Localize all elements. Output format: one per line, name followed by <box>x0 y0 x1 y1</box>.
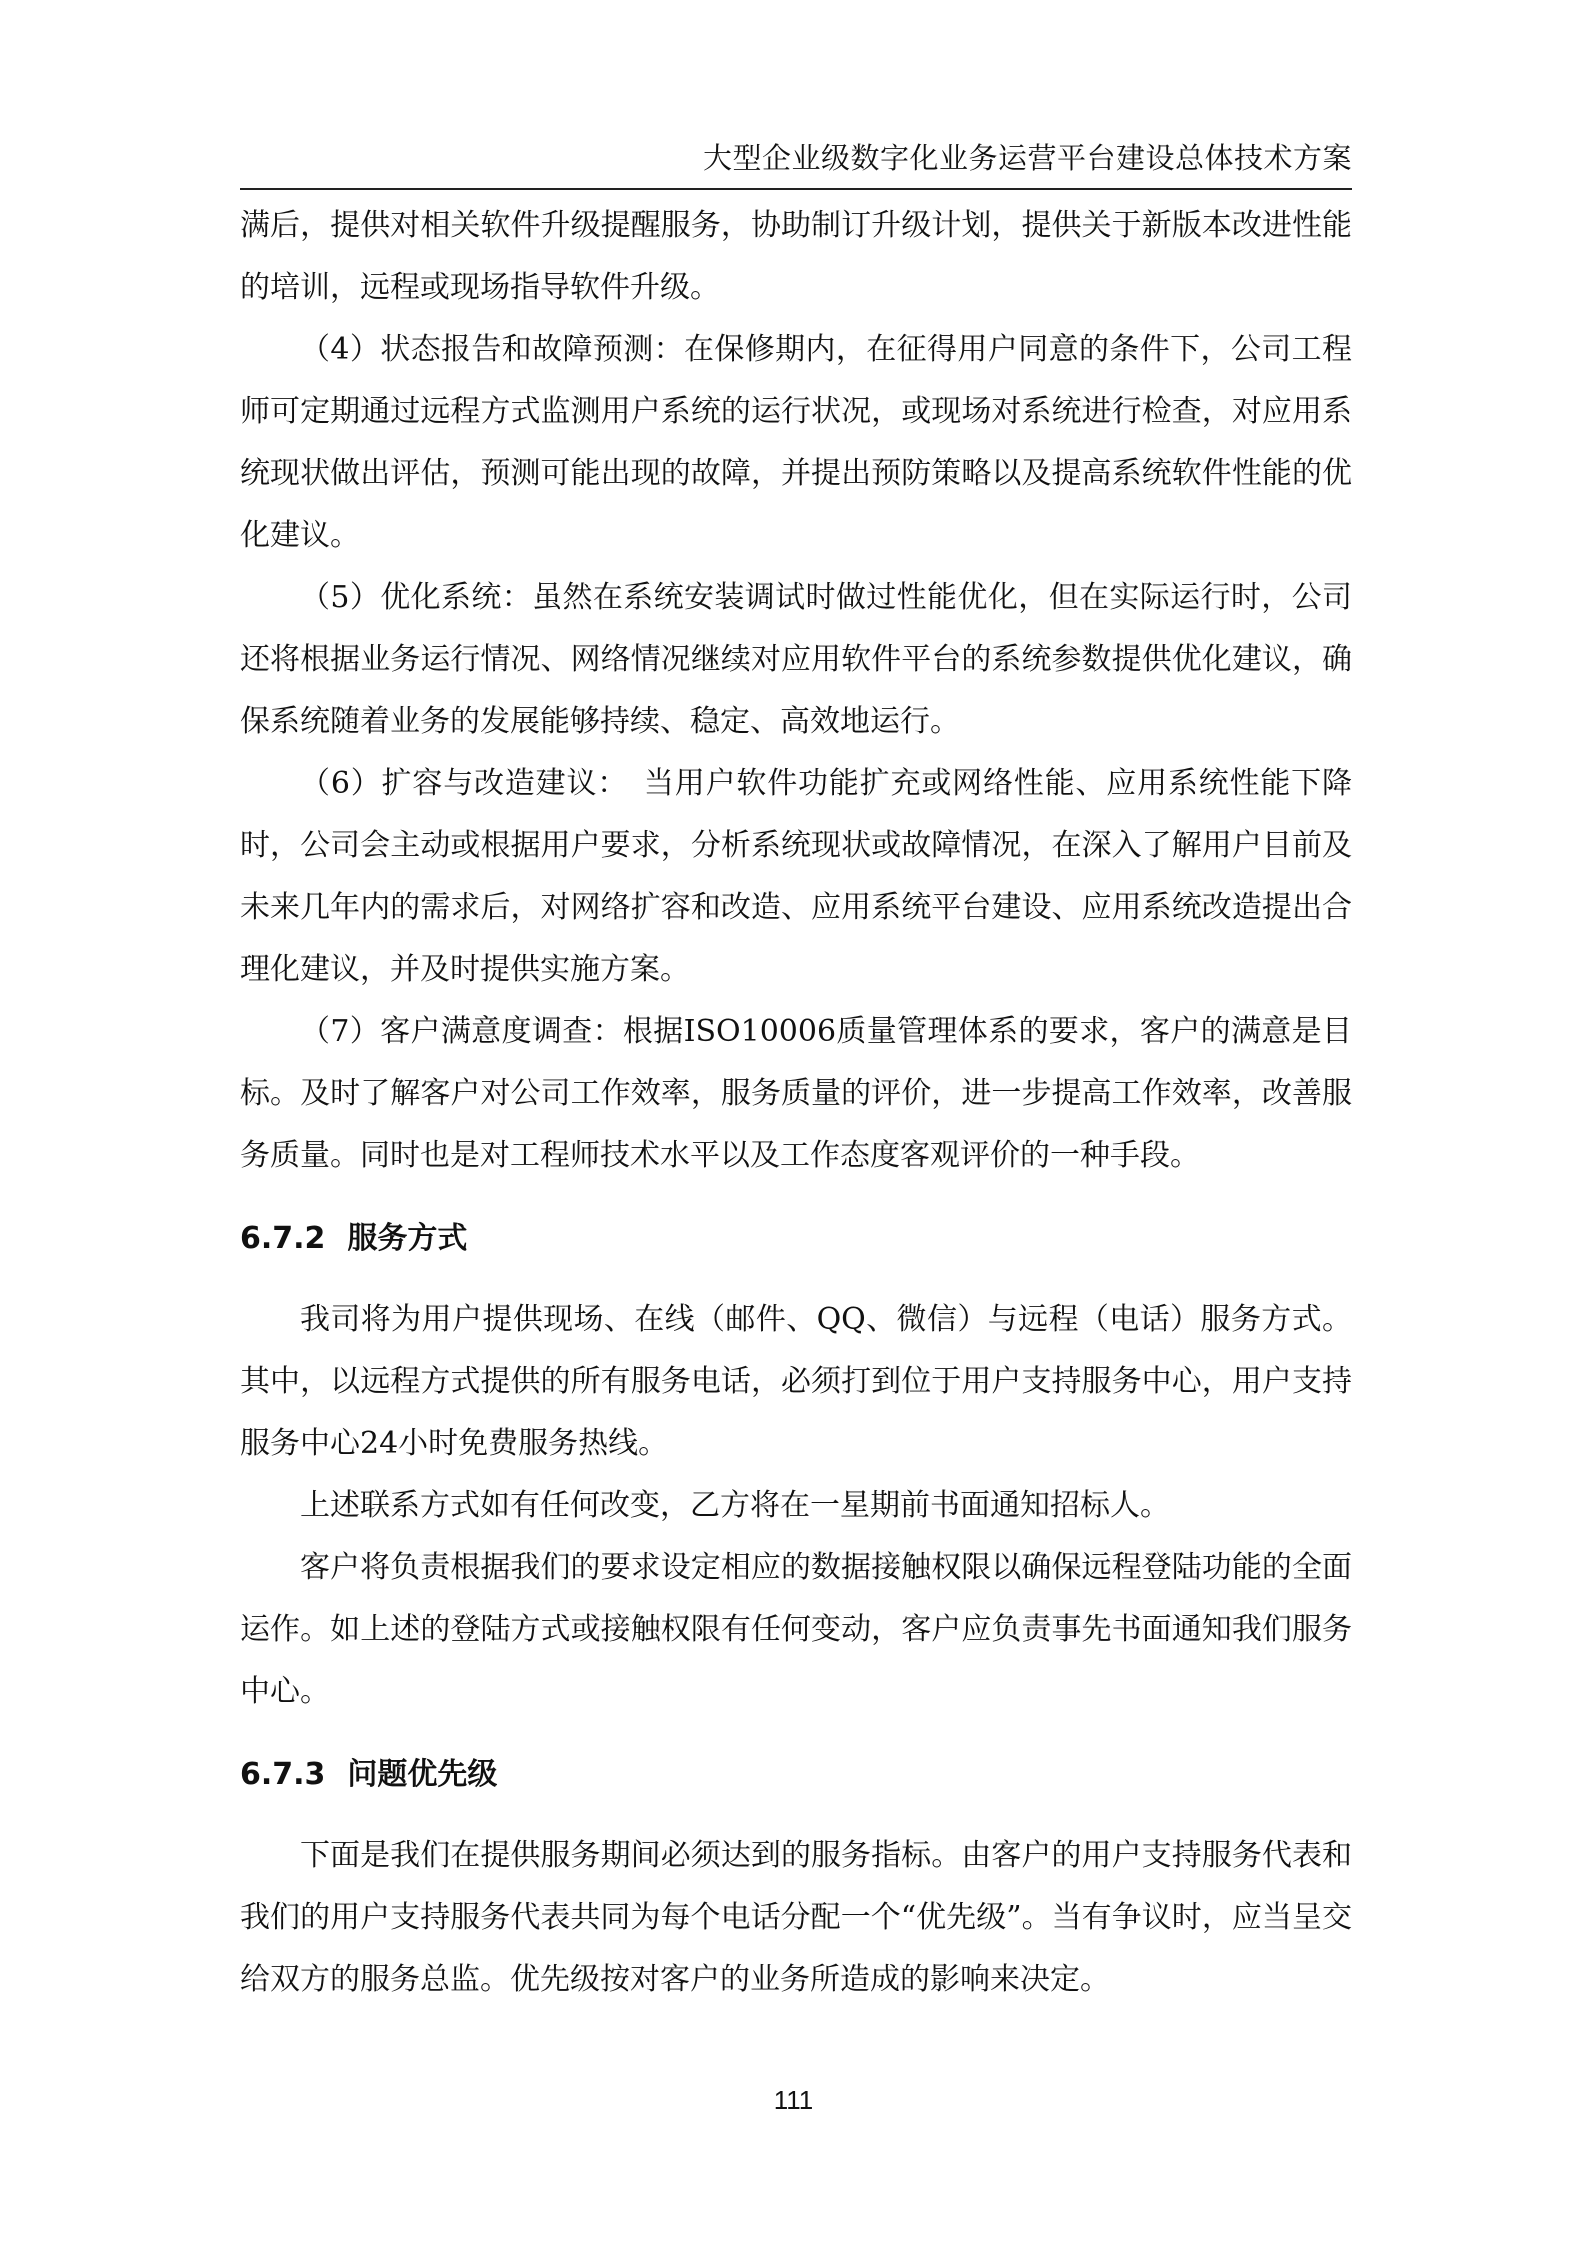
page-body <box>240 195 1352 2011</box>
section-number: 6.7.3 <box>240 1757 326 1792</box>
section-title: 服务方式 <box>347 1221 468 1256</box>
section-number: 6.7.2 <box>240 1221 326 1256</box>
paragraph-contact-change: 上述联系方式如有任何改变，乙方将在一星期前书面通知招标人。 <box>300 1488 1170 1523</box>
paragraph-optimize-system: （5）优化系统：虽然在系统安装调试时做过性能优化，但在实际运行时，公司还将根据业务运行情况、网络情况继续对应用软件平台的系统参数提供优化建议，确保系统随着业务的发展能够持续、稳定、高效地运行。 <box>240 580 1352 739</box>
section-heading-priority <box>240 1745 1352 1805</box>
section-title: 问题优先级 <box>347 1757 498 1792</box>
paragraph-access-permission: 客户将负责根据我们的要求设定相应的数据接触权限以确保远程登陆功能的全面运作。如上述的登陆方式或接触权限有任何变动，客户应负责事先书面通知我们服务中心。 <box>240 1550 1352 1709</box>
section-heading-service-mode <box>240 1209 1352 1269</box>
page-number: 111 <box>773 2085 814 2115</box>
header-title: 大型企业级数字化业务运营平台建设总体技术方案 <box>702 141 1352 175</box>
paragraph-priority: 下面是我们在提供服务期间必须达到的服务指标。由客户的用户支持服务代表和我们的用户支持服务代表共同为每个电话分配一个“优先级”。当有争议时，应当呈交给双方的服务总监。优先级按对客户的业务所造成的影响来决定。 <box>240 1838 1352 1997</box>
paragraph-expansion-advice: （6）扩容与改造建议： 当用户软件功能扩充或网络性能、应用系统性能下降时，公司会主动或根据用户要求，分析系统现状或故障情况，在深入了解用户目前及未来几年内的需求后，对网络扩容和改造、应用系统平台建设、应用系统改造提出合理化建议，并及时提供实施方案。 <box>240 766 1352 987</box>
header-rule <box>240 188 1352 190</box>
paragraph-service-mode: 我司将为用户提供现场、在线（邮件、QQ、微信）与远程（电话）服务方式。其中，以远程方式提供的所有服务电话，必须打到位于用户支持服务中心，用户支持服务中心24小时免费服务热线。 <box>240 1302 1352 1461</box>
paragraph-status-report: （4）状态报告和故障预测：在保修期内，在征得用户同意的条件下，公司工程师可定期通过远程方式监测用户系统的运行状况，或现场对系统进行检查，对应用系统现状做出评估，预测可能出现的故障，并提出预防策略以及提高系统软件性能的优化建议。 <box>240 332 1352 553</box>
page-header <box>240 130 1352 190</box>
paragraph-continued: 满后，提供对相关软件升级提醒服务，协助制订升级计划，提供关于新版本改进性能的培训，远程或现场指导软件升级。 <box>240 208 1352 305</box>
paragraph-satisfaction-survey: （7）客户满意度调查：根据ISO10006质量管理体系的要求，客户的满意是目标。及时了解客户对公司工作效率，服务质量的评价，进一步提高工作效率，改善服务质量。同时也是对工程师技术水平以及工作态度客观评价的一种手段。 <box>240 1014 1352 1173</box>
